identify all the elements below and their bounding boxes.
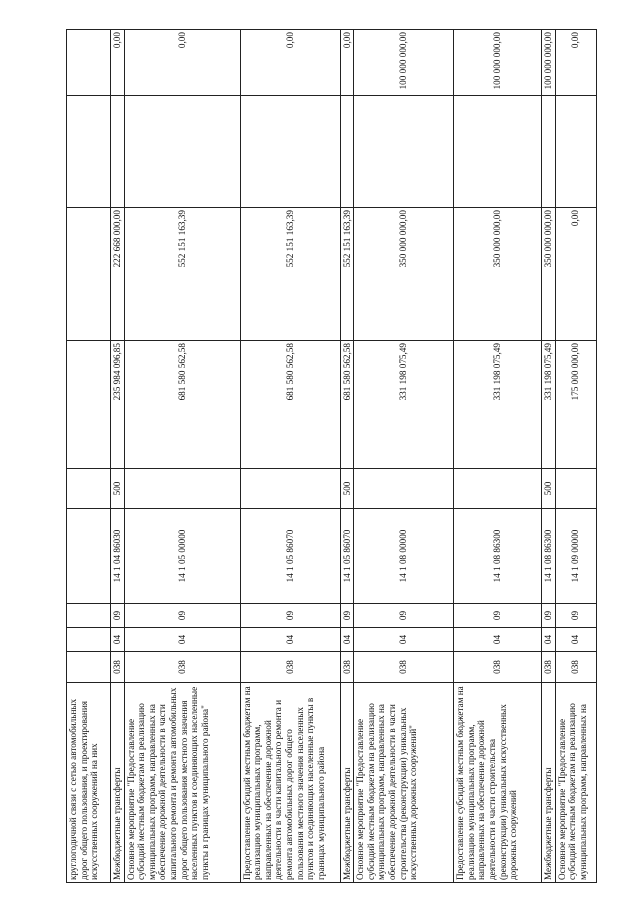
expense-type (354, 469, 454, 509)
amount-4: 0,00 (340, 30, 354, 96)
amount-3 (555, 96, 596, 208)
expense-type (555, 469, 596, 509)
amount-2: 350 000 000,00 (542, 208, 556, 341)
budget-item-name: Основное мероприятие "Предоставление субсидий местным бюджетам на реализацию муниципальных программ, направленных на обеспечение дорожной деятельности в части строительства (реконструкции) уникальных искусственных дорожных сооружений" (354, 683, 454, 883)
target-article: 14 1 05 86070 (340, 509, 354, 604)
amount-1: 681 580 562,58 (240, 341, 340, 469)
expense-type (124, 469, 240, 509)
ministry-code: 038 (111, 652, 125, 683)
subsection-code: 09 (454, 604, 542, 628)
amount-4: 100 000 000,00 (454, 30, 542, 96)
expense-type (67, 469, 111, 509)
amount-2: 350 000 000,00 (454, 208, 542, 341)
table-row (67, 30, 111, 883)
budget-item-name: Предоставление субсидий местным бюджетам на реализацию муниципальных программ, направленных на обеспечение дорожной деятельности в части капитального ремонта и ремонта автомобильных дорог общего пользования местного значения населенных пунктов и соединяющих населенные пункты в границах муниципального района (240, 683, 340, 883)
amount-3 (240, 96, 340, 208)
amount-1: 331 198 075,49 (542, 341, 556, 469)
ministry-code: 038 (555, 652, 596, 683)
ministry-code: 038 (240, 652, 340, 683)
section-code: 04 (111, 628, 125, 652)
section-code: 04 (240, 628, 340, 652)
amount-3 (454, 96, 542, 208)
table-row (240, 30, 340, 883)
amount-2: 0,00 (555, 208, 596, 341)
amount-1 (67, 341, 111, 469)
budget-table (66, 29, 597, 883)
amount-2: 552 151 163,39 (124, 208, 240, 341)
subsection-code: 09 (111, 604, 125, 628)
table-row (111, 30, 125, 883)
subsection-code: 09 (555, 604, 596, 628)
table-row (340, 30, 354, 883)
amount-1: 235 984 096,85 (111, 341, 125, 469)
expense-type: 500 (111, 469, 125, 509)
amount-4: 0,00 (240, 30, 340, 96)
subsection-code: 09 (340, 604, 354, 628)
budget-item-name: Основное мероприятие "Предоставление субсидий местным бюджетам на реализацию муниципальных программ, направленных на обеспечение дорожной деятельности в части капитального ремонта и ремонта автомобильных дорог общего пользования местного значения населенных пунктов и соединяющих населенные пункты в границах муниципального района" (124, 683, 240, 883)
amount-3 (124, 96, 240, 208)
subsection-code: 09 (124, 604, 240, 628)
table-row (555, 30, 596, 883)
section-code (67, 628, 111, 652)
amount-2 (67, 208, 111, 341)
amount-2: 350 000 000,00 (354, 208, 454, 341)
amount-2: 552 151 163,39 (340, 208, 354, 341)
budget-item-name: Основное мероприятие "Предоставление субсидий местным бюджетам на реализацию муниципальных программ, направленных на (555, 683, 596, 883)
subsection-code: 09 (354, 604, 454, 628)
target-article: 14 1 05 00000 (124, 509, 240, 604)
target-article: 14 1 05 86070 (240, 509, 340, 604)
amount-1: 681 580 562,58 (124, 341, 240, 469)
subsection-code: 09 (542, 604, 556, 628)
expense-type (240, 469, 340, 509)
target-article: 14 1 08 86300 (542, 509, 556, 604)
section-code: 04 (340, 628, 354, 652)
expense-type (454, 469, 542, 509)
amount-4 (67, 30, 111, 96)
amount-3 (354, 96, 454, 208)
table-row (542, 30, 556, 883)
amount-4: 100 000 000,00 (354, 30, 454, 96)
amount-1: 681 580 562,58 (340, 341, 354, 469)
ministry-code: 038 (124, 652, 240, 683)
amount-1: 331 198 075,49 (454, 341, 542, 469)
amount-4: 0,00 (124, 30, 240, 96)
budget-item-name: Предоставление субсидий местным бюджетам на реализацию муниципальных программ, направленных на обеспечение дорожной деятельности в части строительства (реконструкции) уникальных искусственных дорожных сооружений (454, 683, 542, 883)
amount-3 (542, 96, 556, 208)
amount-4: 100 000 000,00 (542, 30, 556, 96)
amount-3 (67, 96, 111, 208)
amount-3 (111, 96, 125, 208)
amount-2: 222 668 000,00 (111, 208, 125, 341)
section-code: 04 (454, 628, 542, 652)
target-article (67, 509, 111, 604)
subsection-code (67, 604, 111, 628)
section-code: 04 (124, 628, 240, 652)
budget-item-name: Межбюджетные трансферты (542, 683, 556, 883)
amount-1: 175 000 000,00 (555, 341, 596, 469)
budget-item-name: Межбюджетные трансферты (340, 683, 354, 883)
amount-4: 0,00 (111, 30, 125, 96)
target-article: 14 1 08 86300 (454, 509, 542, 604)
section-code: 04 (542, 628, 556, 652)
target-article: 14 1 09 00000 (555, 509, 596, 604)
ministry-code: 038 (542, 652, 556, 683)
subsection-code: 09 (240, 604, 340, 628)
table-body (67, 30, 597, 883)
expense-type: 500 (542, 469, 556, 509)
budget-item-name: круглогодичной связи с сетью автомобильных дорог общего пользования, и проектирования искусственных сооружений на них (67, 683, 111, 883)
ministry-code: 038 (354, 652, 454, 683)
expense-type: 500 (340, 469, 354, 509)
amount-1: 331 198 075,49 (354, 341, 454, 469)
ministry-code: 038 (340, 652, 354, 683)
amount-2: 552 151 163,39 (240, 208, 340, 341)
target-article: 14 1 04 86030 (111, 509, 125, 604)
table-row (124, 30, 240, 883)
ministry-code (67, 652, 111, 683)
ministry-code: 038 (454, 652, 542, 683)
budget-item-name: Межбюджетные трансферты (111, 683, 125, 883)
table-row (454, 30, 542, 883)
section-code: 04 (555, 628, 596, 652)
amount-3 (340, 96, 354, 208)
table-row (354, 30, 454, 883)
section-code: 04 (354, 628, 454, 652)
amount-4: 0,00 (555, 30, 596, 96)
target-article: 14 1 08 00000 (354, 509, 454, 604)
